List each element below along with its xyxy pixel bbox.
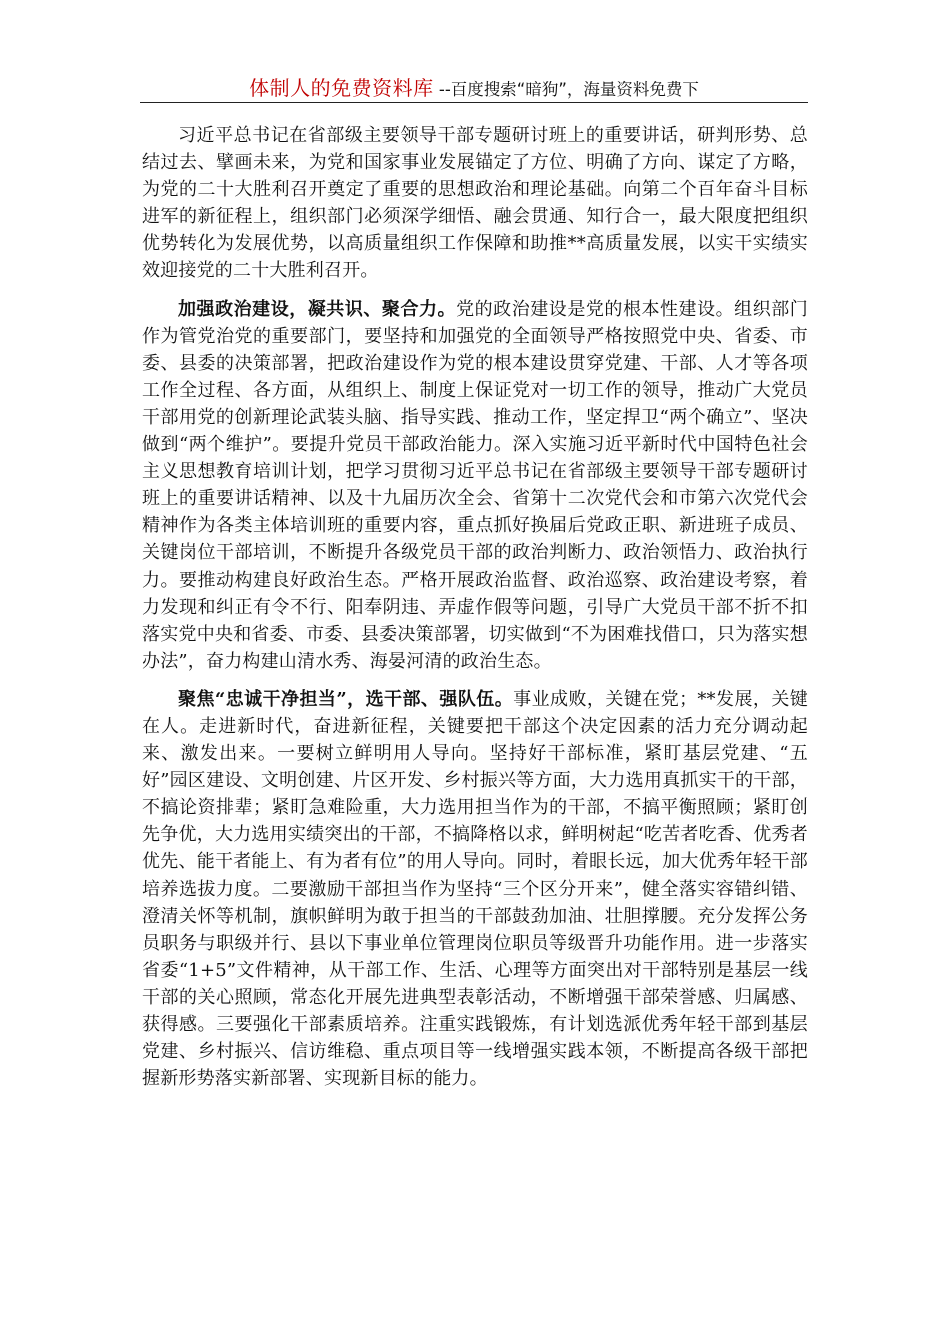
paragraph-text: 习近平总书记在省部级主要领导干部专题研讨班上的重要讲话，研判形势、总结过去、擘画未来，为党和国家事业发展锚定了方位、明确了方向、谋定了方略，为党的二十大胜利召开奠定了重要的思想政治和理论基础。向第二个百年奋斗目标进军的新征程上，组织部门必须深学细悟、融会贯通、知行合一，最大限度把组织优势转化为发展优势，以高质量组织工作保障和助推**高质量发展，以实干实绩实效迎接党的二十大胜利召开。 <box>142 125 808 282</box>
paragraph-intro <box>142 122 808 285</box>
paragraph-political-building <box>142 296 808 675</box>
page-header <box>140 72 808 103</box>
paragraph-lead: 聚焦“忠诚干净担当”，选干部、强队伍。 <box>178 688 514 710</box>
header-tagline: --百度搜索“暗狗”，海量资料免费下 <box>433 80 699 99</box>
paragraph-text: 事业成败，关键在党；**发展，关键在人。走进新时代，奋进新征程，关键要把干部这个决定因素的活力充分调动起来、激发出来。一要树立鲜明用人导向。坚持好干部标准，紧盯基层党建、“五好”园区建设、文明创建、片区开发、乡村振兴等方面，大力选用真抓实干的干部，不搞论资排辈；紧盯急难险重，大力选用担当作为的干部，不搞平衡照顾；紧盯创先争优，大力选用实绩突出的干部，不搞降格以求，鲜明树起“吃苦者吃香、优秀者优先、能干者能上、有为者有位”的用人导向。同时，着眼长远，加大优秀年轻干部培养选拔力度。二要激励干部担当作为坚持“三个区分开来”，健全落实容错纠错、澄清关怀等机制，旗帜鲜明为敢于担当的干部鼓劲加油、壮胆撑腰。充分发挥公务员职务与职级并行、县以下事业单位管理岗位职员等级晋升功能作用。进一步落实省委“1+5”文件精神，从干部工作、生活、心理等方面突出对干部特别是基层一线干部的关心照顾，常态化开展先进典型表彰活动，不断增强干部荣誉感、归属感、获得感。三要强化干部素质培养。注重实践锻炼，有计划选派优秀年轻干部到基层党建、乡村振兴、信访维稳、重点项目等一线增强实践本领，不断提高各级干部把握新形势落实新部署、实现新目标的能力。 <box>142 688 808 1090</box>
article-body <box>142 122 808 1092</box>
paragraph-lead: 加强政治建设，凝共识、聚合力。 <box>178 298 457 320</box>
site-name: 体制人的免费资料库 <box>249 76 434 100</box>
paragraph-cadre-selection <box>142 686 808 1092</box>
paragraph-text: 党的政治建设是党的根本性建设。组织部门作为管党治党的重要部门，要坚持和加强党的全面领导严格按照党中央、省委、市委、县委的决策部署，把政治建设作为党的根本建设贯穿党建、干部、人才等各项工作全过程、各方面，从组织上、制度上保证党对一切工作的领导，推动广大党员干部用党的创新理论武装头脑、指导实践、推动工作，坚定捍卫“两个确立”、坚决做到“两个维护”。要提升党员干部政治能力。深入实施习近平新时代中国特色社会主义思想教育培训计划，把学习贯彻习近平总书记在省部级主要领导干部专题研讨班上的重要讲话精神、以及十九届历次全会、省第十二次党代会和市第六次党代会精神作为各类主体培训班的重要内容，重点抓好换届后党政正职、新进班子成员、关键岗位干部培训，不断提升各级党员干部的政治判断力、政治领悟力、政治执行力。要推动构建良好政治生态。严格开展政治监督、政治巡察、政治建设考察，着力发现和纠正有令不行、阳奉阴违、弄虚作假等问题，引导广大党员干部不折不扣落实党中央和省委、市委、县委决策部署，切实做到“不为困难找借口，只为落实想办法”，奋力构建山清水秀、海晏河清的政治生态。 <box>142 298 808 672</box>
